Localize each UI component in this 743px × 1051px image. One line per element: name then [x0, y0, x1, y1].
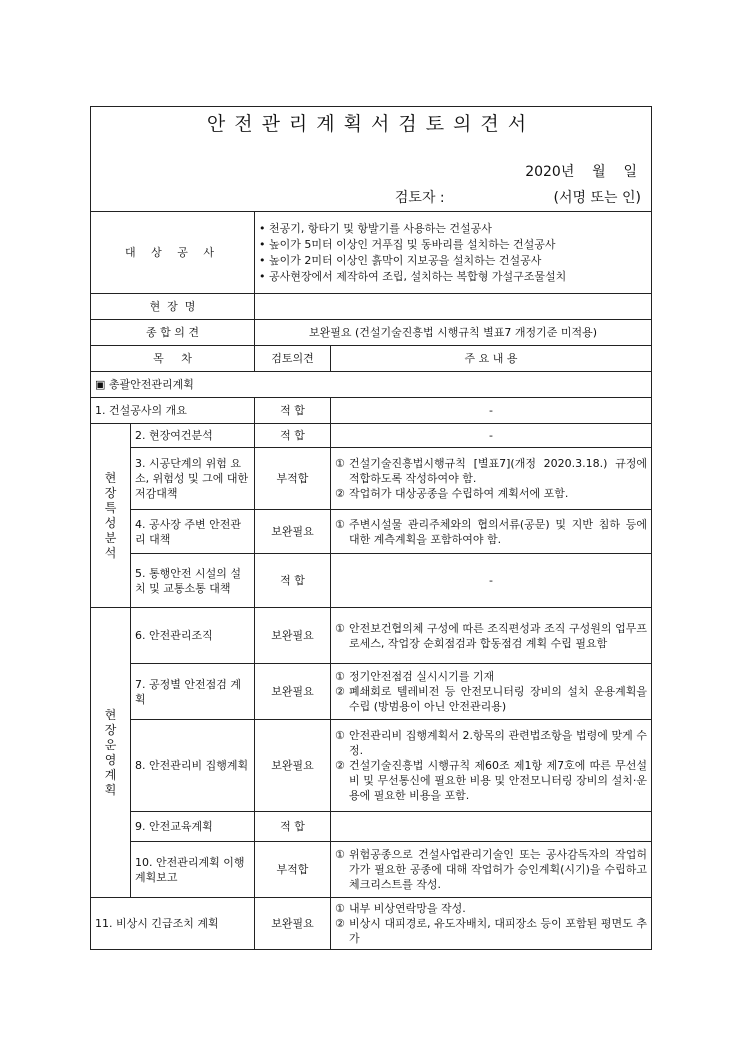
- target-label: 대 상 공 사: [91, 212, 255, 294]
- row-content: [331, 812, 652, 842]
- target-item: • 천공기, 항타기 및 항발기를 사용하는 건설공사: [259, 221, 647, 237]
- row-opinion: 보완필요: [255, 664, 331, 720]
- group-label-site-operation: 현 장 운 영 계 획: [91, 608, 131, 898]
- row-notes: ① 위험공종으로 건설사업관리기술인 또는 공사감독자의 작업허가가 필요한 공종에 대해 작업허가 승인계획(시기)을 수립하고 체크리스트를 작성.: [331, 842, 652, 898]
- row-opinion: 부적합: [255, 842, 331, 898]
- signature-note: (서명 또는 인): [553, 189, 641, 206]
- target-item: • 높이가 2미터 이상인 흙막이 지보공을 설치하는 건설공사: [259, 253, 647, 269]
- row-label: 11. 비상시 긴급조치 계획: [91, 898, 255, 950]
- row-opinion: 보완필요: [255, 898, 331, 950]
- reviewer-label: 검토자 :: [394, 189, 445, 206]
- row-label: 3. 시공단계의 위험 요소, 위험성 및 그에 대한 저감대책: [131, 448, 255, 510]
- site-name-label: 현 장 명: [91, 294, 255, 320]
- overall-label: 종 합 의 견: [91, 320, 255, 346]
- date-line: [91, 159, 652, 185]
- document-title: 안전관리계획서검토의견서: [91, 107, 652, 160]
- row-content: -: [331, 554, 652, 608]
- row-content: -: [331, 398, 652, 424]
- row-notes: ① 정기안전점검 실시시기를 기재 ② 폐쇄회로 텔레비전 등 안전모니터링 장비의 설치 운용계획을 수립 (방범용이 아닌 안전관리용): [331, 664, 652, 720]
- target-item: • 높이가 5미터 이상인 거푸집 및 동바리를 설치하는 건설공사: [259, 237, 647, 253]
- date-text: 2020년 월 일: [525, 163, 637, 180]
- group-label-site-analysis: 현 장 특 성 분 석: [91, 424, 131, 608]
- row-notes: ① 안전관리비 집행계획서 2.항목의 관련법조항을 법령에 맞게 수정. ② 건설기술진흥법 시행규칙 제60조 제1항 제7호에 따른 무선설비 및 무선통신에 필요한 비용 및 안전모니터링 장비의 설치·운용에 필요한 비용을 포함.: [331, 720, 652, 812]
- row-label: 7. 공정별 안전점검 계획: [131, 664, 255, 720]
- header-content: 주 요 내 용: [331, 346, 652, 372]
- header-opinion: 검토의견: [255, 346, 331, 372]
- review-form: [90, 106, 652, 950]
- row-notes: ① 주변시설물 관리주체와의 협의서류(공문) 및 지반 침하 등에 대한 계측계획을 포함하여야 함.: [331, 510, 652, 554]
- row-opinion: 적 합: [255, 812, 331, 842]
- row-label: 2. 현장여건분석: [131, 424, 255, 448]
- row-opinion: 보완필요: [255, 720, 331, 812]
- row-content: -: [331, 424, 652, 448]
- row-opinion: 보완필요: [255, 608, 331, 664]
- row-label: 5. 통행안전 시설의 설치 및 교통소통 대책: [131, 554, 255, 608]
- row-opinion: 부적합: [255, 448, 331, 510]
- row-notes: ① 건설기술진흥법시행규칙 [별표7](개정 2020.3.18.) 규정에 적합하도록 작성하여야 함. ② 작업허가 대상공종을 수립하여 계획서에 포함.: [331, 448, 652, 510]
- target-list: [255, 212, 652, 294]
- row-opinion: 적 합: [255, 424, 331, 448]
- row-label: 6. 안전관리조직: [131, 608, 255, 664]
- row-opinion: 적 합: [255, 554, 331, 608]
- row-label: 10. 안전관리계획 이행계획보고: [131, 842, 255, 898]
- overall-value: 보완필요 (건설기술진흥법 시행규칙 별표7 개정기준 미적용): [255, 320, 652, 346]
- row-label: 9. 안전교육계획: [131, 812, 255, 842]
- row-opinion: 적 합: [255, 398, 331, 424]
- row-notes: ① 안전보건협의체 구성에 따른 조직편성과 조직 구성원의 업무프로세스, 작업장 순회점검과 합동점검 계획 수립 필요함: [331, 608, 652, 664]
- section-title: ▣ 총괄안전관리계획: [91, 372, 652, 398]
- header-toc: 목 차: [91, 346, 255, 372]
- row-label: 8. 안전관리비 집행계획: [131, 720, 255, 812]
- target-item: • 공사현장에서 제작하여 조립, 설치하는 복합형 가설구조물설치: [259, 269, 647, 285]
- row-label: 1. 건설공사의 개요: [91, 398, 255, 424]
- row-label: 4. 공사장 주변 안전관리 대책: [131, 510, 255, 554]
- row-notes: ① 내부 비상연락망을 작성. ② 비상시 대피경로, 유도자배치, 대피장소 등이 포함된 평면도 추가: [331, 898, 652, 950]
- site-name-value: [255, 294, 652, 320]
- reviewer-line: [91, 185, 652, 212]
- row-opinion: 보완필요: [255, 510, 331, 554]
